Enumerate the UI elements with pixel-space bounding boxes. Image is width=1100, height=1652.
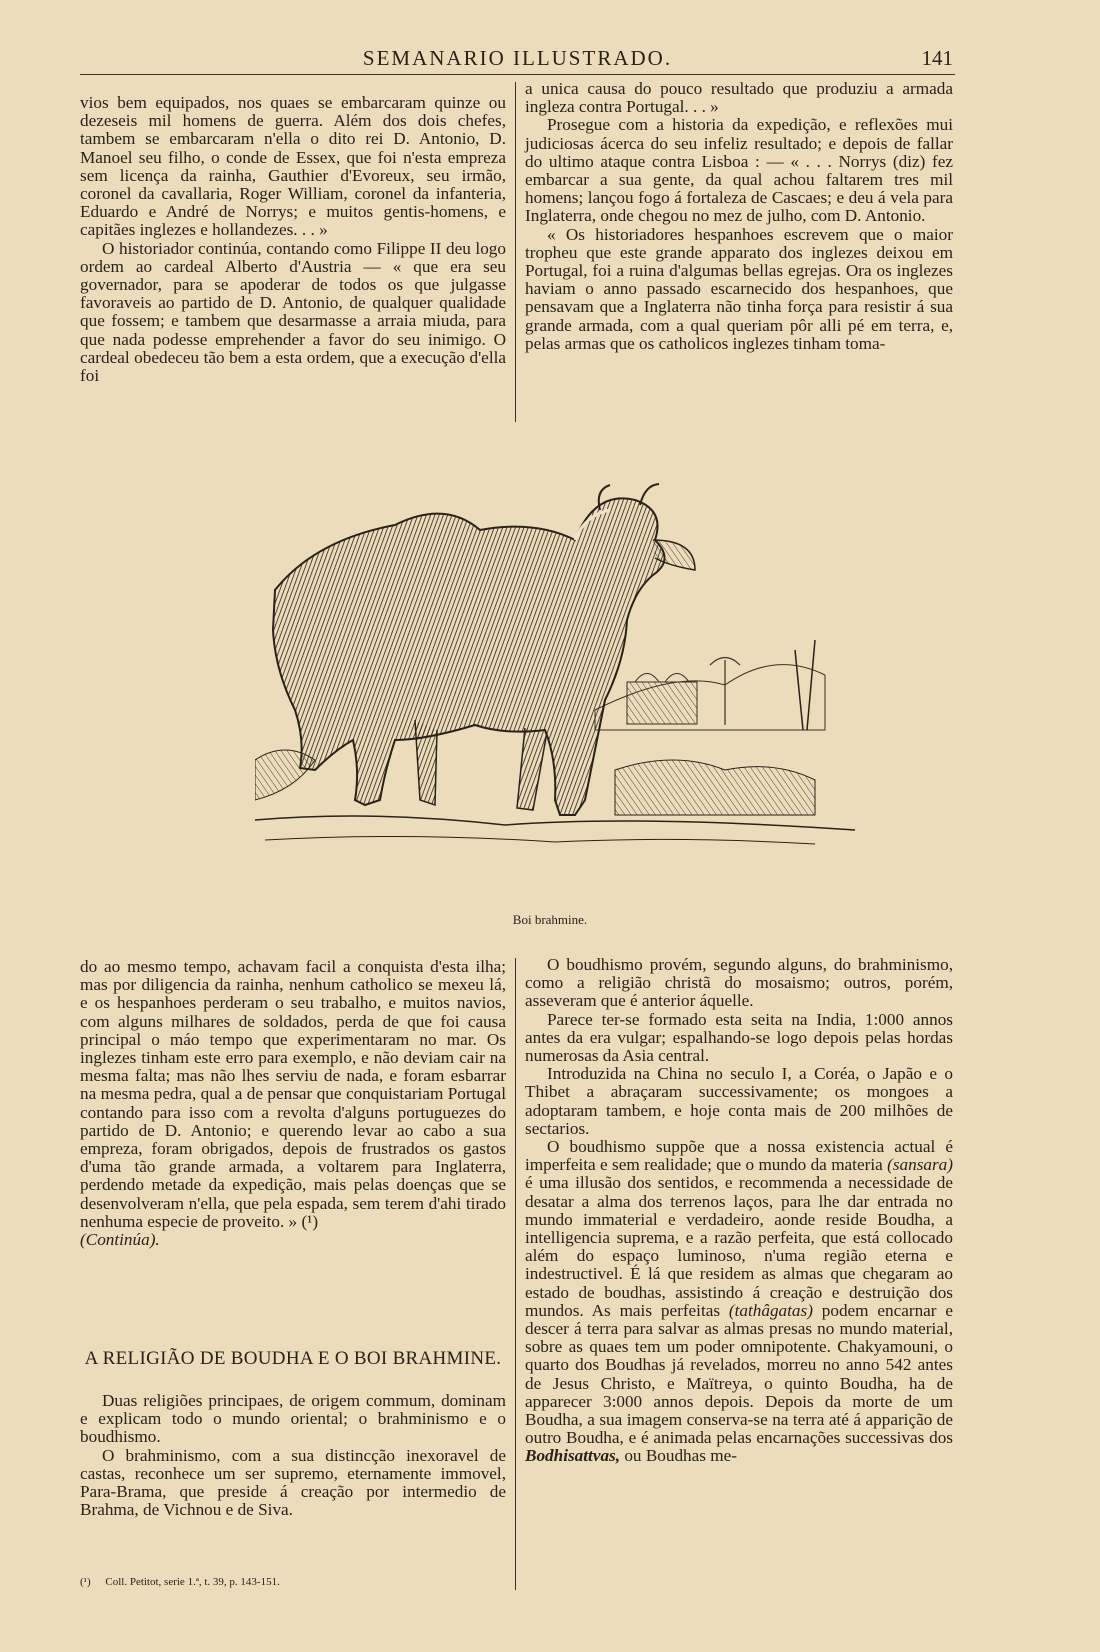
- column-divider-bottom: [515, 958, 516, 1590]
- column-right-top: [525, 80, 953, 353]
- paragraph: Parece ter-se formado esta seita na India, 1:000 annos antes da era vulgar; espalhando-se logo depois pelas hordas numerosas da Asia central.: [525, 1009, 953, 1066]
- paragraph: do ao mesmo tempo, achavam facil a conquista d'esta ilha; mas por diligencia da rainha, nenhum catholico se mexeu lá, e os hespanhoes perderam o seu trabalho, e muitos navios, com alguns milhares de soldados, perda de que foi causa principal o máo tempo que experimentaram no mar. Os inglezes tinham este erro para exemplo, e não deviam cair na mesma falta; mas não lhes serviu de nada, e foram esbarrar na mesma pedra, qual a de pensar que conquistariam Portugal contando para isso com a revolta d'alguns portuguezes do partido de D. Antonio; e querendo levar ao cabo a sua empreza, foram obrigados, depois de frustrados os gastos d'uma tão grande armada, a voltarem para Inglaterra, perdendo metade da expedição, mais pelas doenças que se desenvolveram n'ella, que pela espada, sem terem d'ahi tirado nenhuma especie de proveito. » (¹): [80, 957, 506, 1231]
- text-run: podem encarnar e descer á terra para salvar as almas presas no mundo material, sobre as quaes tem um poder omnipotente. Chakyamouni, o quarto dos Boudhas já revelados, morreu no anno 542 antes de Jesus Christo, e Maïtreya, o quinto Boudha, ha de apparecer 3:000 annos depois. Depois da morte de um Boudha, a sua imagem conserva-se na terra até á apparição de outro Boudha, e é animada pelas encarnações successivas dos: [525, 1300, 954, 1448]
- paragraph: « Os historiadores hespanhoes escrevem que o maior tropheu que este grande apparato dos inglezes deixou em Portugal, foi a ruina d'algumas bellas egrejas. Ora os inglezes haviam o anno passado escarnecido dos hespanhoes, que pensavam que a Inglaterra não tinha força para resistir á sua grande armada, com a qual queriam pôr alli pé em terra, e, pelas armas que os catholicos inglezes tinham toma-: [525, 224, 953, 353]
- page-number: 141: [921, 46, 953, 70]
- column-left-bottom: [80, 958, 506, 1249]
- paragraph: Introduzida na China no seculo I, a Coréa, o Japão e o Thibet a abraçaram successivamente; os mongoes a adoptaram tambem, e hoje conta mais de 200 milhões de sectarios.: [525, 1064, 953, 1138]
- column-right-bottom: [525, 956, 953, 1466]
- text-run: ou Boudhas me-: [624, 1446, 737, 1466]
- article-title: A RELIGIÃO DE BOUDHA E O BOI BRAHMINE.: [84, 1348, 502, 1369]
- publication-title: SEMANARIO ILLUSTRADO.: [362, 46, 673, 70]
- text-run: é uma illusão dos sentidos, e recommenda a necessidade de desatar a alma dos terrenos laços, para lhe dar entrada no mundo immaterial e verdadeiro, aonde reside Boudha, a intelligencia suprema, e a razão perfeita, que está collocado além do espaço luminoso, n'uma região eterna e indestructivel. É lá que residem as almas que chegaram ao estado de boudhas, assistindo á creação e destruição dos mundos. As mais perfeitas: [525, 1173, 953, 1320]
- paragraph: Duas religiões principaes, de origem commum, dominam e explicam todo o mundo oriental; o brahminismo e o boudhismo.: [80, 1391, 506, 1447]
- continua-note: (Continúa).: [80, 1230, 160, 1250]
- paragraph: vios bem equipados, nos quaes se embarcaram quinze ou dezeseis mil homens de guerra. Além dos dois chefes, tambem se embarcaram n'ella o dito rei D. Antonio, D. Manoel seu filho, o conde de Essex, que foi n'esta empreza sem licença da rainha, Gauthier d'Evoreux, seu irmão, coronel da cavallaria, Roger William, coronel da infanteria, Eduardo e André de Norrys; e muitos gentis-homens, e capitães inglezes e hollandezes. . . »: [80, 93, 506, 240]
- paragraph: [525, 1138, 953, 1466]
- term-bodhisattvas: Bodhisattvas,: [525, 1446, 621, 1466]
- page-header: [80, 44, 955, 75]
- term-sansara: (sansara): [887, 1155, 953, 1175]
- paragraph: a unica causa do pouco resultado que produziu a armada ingleza contra Portugal. . . »: [525, 79, 953, 117]
- footnote-text: Coll. Petitot, serie 1.ª, t. 39, p. 143-151.: [105, 1576, 280, 1588]
- text-run: O boudhismo suppõe que a nossa existencia actual é imperfeita e sem realidade; que o mundo da materia: [525, 1137, 953, 1175]
- illustration-caption: Boi brahmine.: [512, 912, 588, 927]
- paragraph: O brahminismo, com a sua distincção inexoravel de castas, reconhece um ser supremo, eternamente immovel, Para-Brama, que preside á creação por intermedio de Brahma, de Vichnou e de Siva.: [80, 1445, 506, 1520]
- column-left-top: [80, 94, 506, 385]
- footnote: [80, 1576, 506, 1588]
- article-body-left: [80, 1392, 506, 1519]
- paragraph: Prosegue com a historia da expedição, e reflexões mui judiciosas ácerca do seu infeliz resultado; e depois de fallar do ultimo ataque contra Lisboa : — « . . . Norrys (diz) fez embarcar a sua gente, da qual achou faltarem tres mil homens; lançou fogo á fortaleza de Cascaes; e deu á vela para Inglaterra, onde chegou no mez de julho, com D. Antonio.: [525, 115, 953, 226]
- paragraph: O historiador continúa, contando como Filippe II deu logo ordem ao cardeal Alberto d'Austria — « que era seu governador, para se apoderar de todos os que julgasse favoraveis ao partido de D. Antonio, de qualquer qualidade que fossem; e tambem que desarmasse a arraia miuda, para que nada podesse emprehender a favor do seu inimigo. O cardeal obedeceu tão bem a esta ordem, que a execução d'ella foi: [80, 238, 506, 386]
- paragraph: O boudhismo provém, segundo alguns, do brahminismo, como a religião christã do mosaismo; outros, porém, asseveram que é anterior áquelle.: [525, 955, 953, 1011]
- term-tathagatas: (tathâgatas): [728, 1300, 813, 1320]
- footnote-mark: (¹): [80, 1576, 91, 1588]
- brahmin-bull-engraving: [255, 470, 860, 900]
- column-divider-top: [515, 82, 516, 422]
